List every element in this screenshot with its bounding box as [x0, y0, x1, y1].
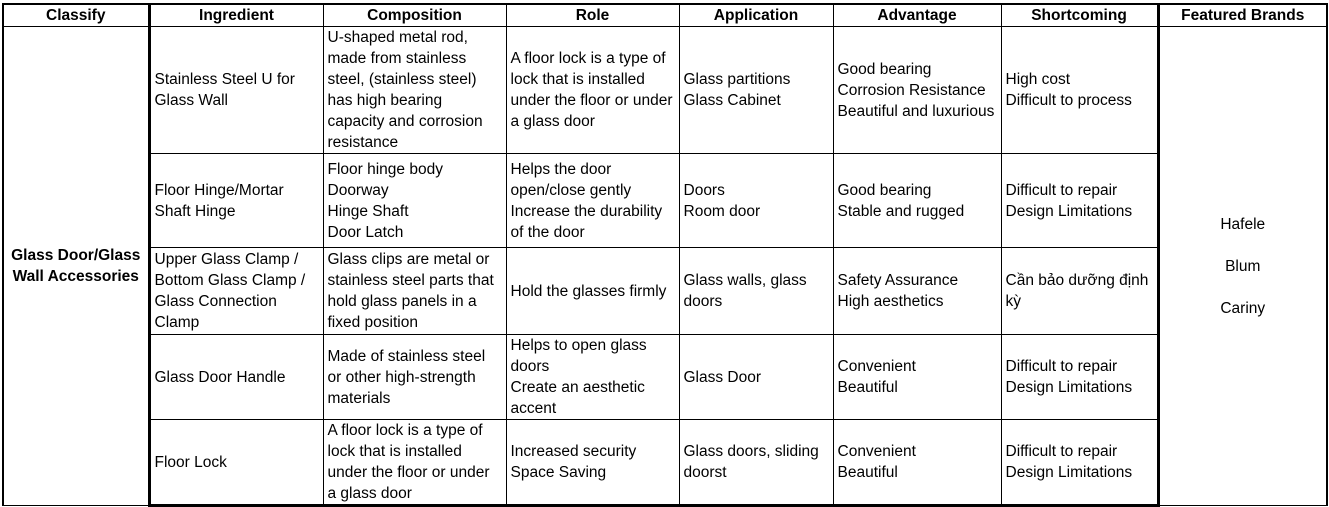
composition-cell: A floor lock is a type of lock that is installed under the floor or under a glass door: [323, 420, 506, 506]
table-row: [3, 248, 1327, 335]
table-row: [3, 154, 1327, 248]
application-cell: [679, 154, 833, 248]
ingredient-cell: Glass Door Handle: [149, 335, 323, 420]
ingredient-cell: Floor Hinge/Mortar Shaft Hinge: [149, 154, 323, 248]
shortcoming-line: Design Limitations: [1005, 202, 1133, 220]
advantage-line: Good bearing: [837, 181, 932, 199]
composition-cell: [323, 154, 506, 248]
advantage-line: Convenient: [837, 443, 916, 460]
application-cell: Glass Door: [679, 335, 833, 420]
advantage-cell: [833, 335, 1001, 420]
shortcoming-line: High cost: [1005, 71, 1071, 88]
category-line-1: Glass Door/Glass: [11, 247, 141, 264]
category-cell: [3, 27, 149, 506]
shortcoming-line: Design Limitations: [1005, 464, 1133, 481]
role-line: Space Saving: [510, 464, 607, 481]
advantage-line: Corrosion Resistance: [837, 81, 986, 99]
table-row: [3, 420, 1327, 506]
header-advantage: Advantage: [833, 4, 1001, 27]
advantage-cell: [833, 154, 1001, 248]
brand-name: Blum: [1225, 257, 1261, 275]
brand-list: [1164, 214, 1323, 319]
shortcoming-line: Difficult to process: [1005, 92, 1132, 109]
role-cell: A floor lock is a type of lock that is installed under the floor or under a glass door: [506, 27, 679, 154]
shortcoming-cell: [1001, 154, 1158, 248]
advantage-line: Safety Assurance: [837, 272, 959, 289]
shortcoming-line: Design Limitations: [1005, 379, 1133, 396]
shortcoming-line: Difficult to repair: [1005, 181, 1118, 199]
advantage-line: Beautiful: [837, 379, 898, 396]
advantage-line: Beautiful and luxurious: [837, 102, 995, 120]
role-line: Create an aesthetic accent: [510, 379, 645, 417]
composition-line: Hinge Shaft: [327, 202, 409, 220]
brand-name: Hafele: [1220, 215, 1266, 233]
ingredient-cell: Stainless Steel U for Glass Wall: [149, 27, 323, 154]
accessories-table: [2, 3, 1328, 507]
shortcoming-cell: [1001, 335, 1158, 420]
composition-line: Doorway: [327, 181, 389, 199]
advantage-cell: [833, 27, 1001, 154]
shortcoming-cell: [1001, 420, 1158, 506]
advantage-line: Beautiful: [837, 464, 898, 481]
role-cell: [506, 335, 679, 420]
composition-cell: Glass clips are metal or stainless steel parts that hold glass panels in a fixed position: [323, 248, 506, 335]
shortcoming-cell: Cần bảo dưỡng định kỳ: [1001, 248, 1158, 335]
header-classify: Classify: [3, 4, 149, 27]
shortcoming-line: Difficult to repair: [1005, 358, 1118, 375]
category-line-2: Wall Accessories: [12, 268, 139, 285]
featured-brands-cell: [1158, 27, 1327, 506]
header-row: [3, 4, 1327, 27]
role-line: Helps to open glass doors: [510, 337, 647, 375]
application-cell: [679, 27, 833, 154]
application-line: Glass partitions: [683, 71, 791, 88]
header-composition: Composition: [323, 4, 506, 27]
application-line: Glass Cabinet: [683, 92, 781, 109]
shortcoming-cell: [1001, 27, 1158, 154]
advantage-line: Convenient: [837, 358, 916, 375]
role-line: Increase the durability of the door: [510, 202, 663, 241]
role-line: Increased security: [510, 443, 637, 460]
header-featured-brands: Featured Brands: [1158, 4, 1327, 27]
composition-cell: Made of stainless steel or other high-strength materials: [323, 335, 506, 420]
advantage-cell: [833, 248, 1001, 335]
application-line: Room door: [683, 202, 761, 220]
advantage-cell: [833, 420, 1001, 506]
table-row: [3, 335, 1327, 420]
table-row: [3, 27, 1327, 154]
header-shortcoming: Shortcoming: [1001, 4, 1158, 27]
ingredient-cell: Upper Glass Clamp / Bottom Glass Clamp / Glass Connection Clamp: [149, 248, 323, 335]
advantage-line: High aesthetics: [837, 293, 944, 310]
header-application: Application: [679, 4, 833, 27]
ingredient-cell: Floor Lock: [149, 420, 323, 506]
application-line: Doors: [683, 181, 725, 199]
composition-line: Door Latch: [327, 223, 404, 241]
role-line: Helps the door open/close gently: [510, 160, 632, 199]
shortcoming-line: Difficult to repair: [1005, 443, 1118, 460]
application-cell: Glass walls, glass doors: [679, 248, 833, 335]
header-ingredient: Ingredient: [149, 4, 323, 27]
role-cell: [506, 420, 679, 506]
header-role: Role: [506, 4, 679, 27]
brand-name: Cariny: [1220, 299, 1266, 317]
composition-cell: U-shaped metal rod, made from stainless steel, (stainless steel) has high bearing capacity and corrosion resistance: [323, 27, 506, 154]
role-cell: [506, 154, 679, 248]
role-cell: Hold the glasses firmly: [506, 248, 679, 335]
advantage-line: Good bearing: [837, 60, 932, 78]
composition-line: Floor hinge body: [327, 160, 443, 178]
advantage-line: Stable and rugged: [837, 202, 965, 220]
application-cell: Glass doors, sliding doorst: [679, 420, 833, 506]
